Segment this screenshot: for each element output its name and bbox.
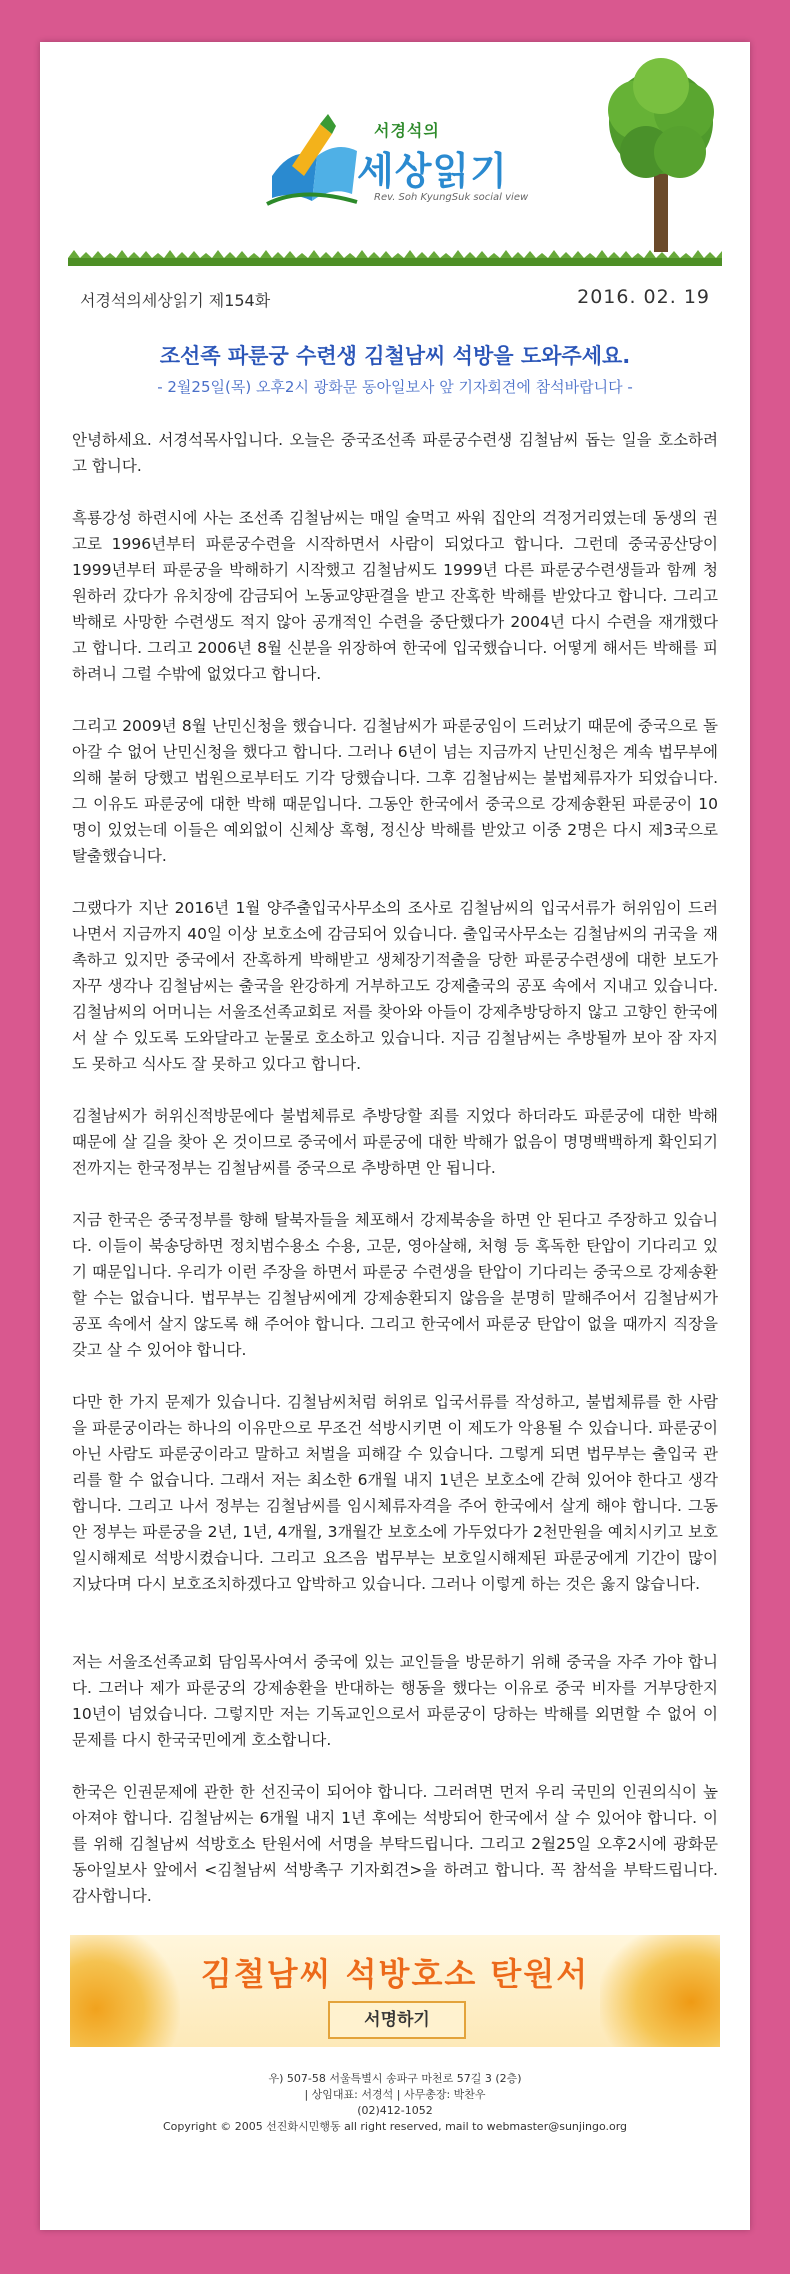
footer-phone: (02)412-1052	[357, 2104, 433, 2117]
grass-divider	[68, 250, 722, 266]
header	[40, 42, 750, 272]
newsletter-paper	[40, 42, 750, 2230]
petition-banner[interactable]	[70, 1935, 720, 2047]
logo-title: 세상읽기	[357, 149, 508, 193]
petition-title: 김철남씨 석방호소 탄원서	[200, 1955, 590, 1993]
issue-date: 2016. 02. 19	[577, 286, 710, 308]
logo-subtitle: Rev. Soh KyungSuk social view	[374, 192, 529, 203]
issue-number: 서경석의세상읽기 제154화	[80, 291, 271, 310]
article-subtitle: - 2월25일(목) 오후2시 광화문 동아일보사 앞 기자회견에 참석바랍니다 -	[157, 378, 633, 396]
paragraph: 그리고 2009년 8월 난민신청을 했습니다. 김철남씨가 파룬궁임이 드러났기 때문에 중국으로 돌아갈 수 없어 난민신청을 했다고 합니다. 그러나 6년이 넘는 지금까지 난민신청은 계속 법무부에 의해 불허 당했고 법원으로부터도 기각 당했습니다. 그후 김철남씨는 불법체류자가 되었습니다. 그 이유도 파룬궁에 대한 박해 때문입니다. 그동안 한국에서 중국으로 강제송환된 파룬궁이 10명이 있었는데 이들은 예외없이 신체상 혹형, 정신상 박해를 받았고 이중 2명은 다시 제3국으로 탈출했습니다.	[72, 717, 718, 865]
article-body	[72, 427, 718, 1909]
paragraph: 다만 한 가지 문제가 있습니다. 김철남씨처럼 허위로 입국서류를 작성하고, 불법체류를 한 사람을 파룬궁이라는 하나의 이유만으로 무조건 석방시키면 이 제도가 악용될 수 있습니다. 파룬궁이 아닌 사람도 파룬궁이라고 말하고 처벌을 피해갈 수 있습니다. 그렇게 되면 법무부는 출입국 관리를 할 수 없습니다. 그래서 저는 최소한 6개월 내지 1년은 보호소에 갇혀 있어야 한다고 생각합니다. 그리고 나서 정부는 김철남씨를 임시체류자격을 주어 한국에서 살게 해야 합니다. 그동안 정부는 파룬궁을 2년, 1년, 4개월, 3개월간 보호소에 가두었다가 2천만원을 예치시키고 보호일시해제로 석방시켰습니다. 그리고 요즈음 법무부는 보호일시해제된 파룬궁에게 기간이 많이 지났다며 다시 보호조치하겠다고 압박하고 있습니다. 그러나 이렇게 하는 것은 옳지 않습니다.	[72, 1393, 718, 1593]
paragraph: 한국은 인권문제에 관한 한 선진국이 되어야 합니다. 그러려면 먼저 우리 국민의 인권의식이 높아져야 합니다. 김철남씨는 6개월 내지 1년 후에는 석방되어 한국에서 살 수 있어야 합니다. 이를 위해 김철남씨 석방호소 탄원서에 서명을 부탁드립니다. 그리고 2월25일 오후2시에 광화문 동아일보사 앞에서 <김철남씨 석방촉구 기자회견>을 하려고 합니다. 꼭 참석을 부탁드립니다. 감사합니다.	[72, 1783, 718, 1905]
issue-meta	[40, 272, 750, 322]
logo-book-icon	[262, 106, 362, 216]
paragraph: 그랬다가 지난 2016년 1월 양주출입국사무소의 조사로 김철남씨의 입국서류가 허위임이 드러나면서 지금까지 40일 이상 보호소에 감금되어 있습니다. 출입국사무소는 김철남씨의 귀국을 재촉하고 있지만 중국에서 잔혹하게 박해받고 생체장기적출을 당한 파룬궁수련생에 대한 보도가 자꾸 생각나 김철남씨는 출국을 완강하게 거부하고도 강제출국의 공포 속에서 지내고 있습니다. 김철남씨의 어머니는 서울조선족교회로 저를 찾아와 아들이 강제추방당하지 않고 고향인 한국에서 살 수 있도록 도와달라고 눈물로 호소하고 있습니다. 지금 김철남씨는 추방될까 보아 잠 자지도 못하고 식사도 잘 못하고 있다고 합니다.	[72, 899, 718, 1073]
sign-button[interactable]: 서명하기	[328, 2001, 466, 2039]
footer-address: 우) 507-58 서울특별시 송파구 마천로 57길 3 (2층)	[268, 2072, 522, 2085]
tree-icon	[596, 52, 726, 262]
article-title: 조선족 파룬궁 수련생 김철남씨 석방을 도와주세요.	[159, 344, 631, 368]
paragraph: 안녕하세요. 서경석목사입니다. 오늘은 중국조선족 파룬궁수련생 김철남씨 돕는 일을 호소하려고 합니다.	[72, 431, 718, 475]
footer-people: | 상임대표: 서경석 | 사무총장: 박찬우	[304, 2088, 486, 2101]
paragraph: 저는 서울조선족교회 담임목사여서 중국에 있는 교인들을 방문하기 위해 중국을 자주 가야 합니다. 그러나 제가 파룬궁의 강제송환을 반대하는 행동을 했다는 이유로 중국 비자를 거부당한지 10년이 넘었습니다. 그렇지만 저는 기독교인으로서 파룬궁이 당하는 박해를 외면할 수 없어 이 문제를 다시 한국국민에게 호소합니다.	[72, 1653, 718, 1749]
footer	[40, 2071, 750, 2135]
paragraph: 지금 한국은 중국정부를 향해 탈북자들을 체포해서 강제북송을 하면 안 된다고 주장하고 있습니다. 이들이 북송당하면 정치범수용소 수용, 고문, 영아살해, 처형 등 혹독한 탄압이 기다리고 있기 때문입니다. 우리가 이런 주장을 하면서 파룬궁 수련생을 탄압이 기다리는 중국으로 강제송환할 수는 없습니다. 법무부는 김철남씨에게 강제송환되지 않음을 분명히 말해주어서 김철남씨가 공포 속에서 살지 않도록 해 주어야 합니다. 그리고 한국에서 파룬궁 탄압이 없을 때까지 직장을 갖고 살 수 있어야 합니다.	[72, 1211, 718, 1359]
paragraph: 흑룡강성 하련시에 사는 조선족 김철남씨는 매일 술먹고 싸워 집안의 걱정거리였는데 동생의 권고로 1996년부터 파룬궁수련을 시작하면서 사람이 되었다고 합니다. 그런데 중국공산당이 1999년부터 파룬궁을 박해하기 시작했고 김철남씨도 1999년 다른 파룬궁수련생들과 함께 청원하러 갔다가 유치장에 감금되어 노동교양판결을 받고 잔혹한 박해를 받았다고 합니다. 그리고 박해로 사망한 수련생도 적지 않아 공개적인 수련을 중단했다가 2004년 다시 수련을 재개했다고 합니다. 그리고 2006년 8월 신분을 위장하여 한국에 입국했습니다. 어떻게 해서든 박해를 피하려니 그럴 수밖에 없었다고 합니다.	[72, 509, 718, 683]
logo	[262, 106, 562, 216]
logo-small-text: 서경석의	[374, 121, 440, 140]
paragraph: 김철남씨가 허위신적방문에다 불법체류로 추방당할 죄를 지었다 하더라도 파룬궁에 대한 박해 때문에 살 길을 찾아 온 것이므로 중국에서 파룬궁에 대한 박해가 없음이 명명백백하게 확인되기 전까지는 한국정부는 김철남씨를 중국으로 추방하면 안 됩니다.	[72, 1107, 718, 1177]
footer-copyright: Copyright © 2005 선진화시민행동 all right reserved, mail to webmaster@sunjingo.org	[162, 2120, 628, 2133]
